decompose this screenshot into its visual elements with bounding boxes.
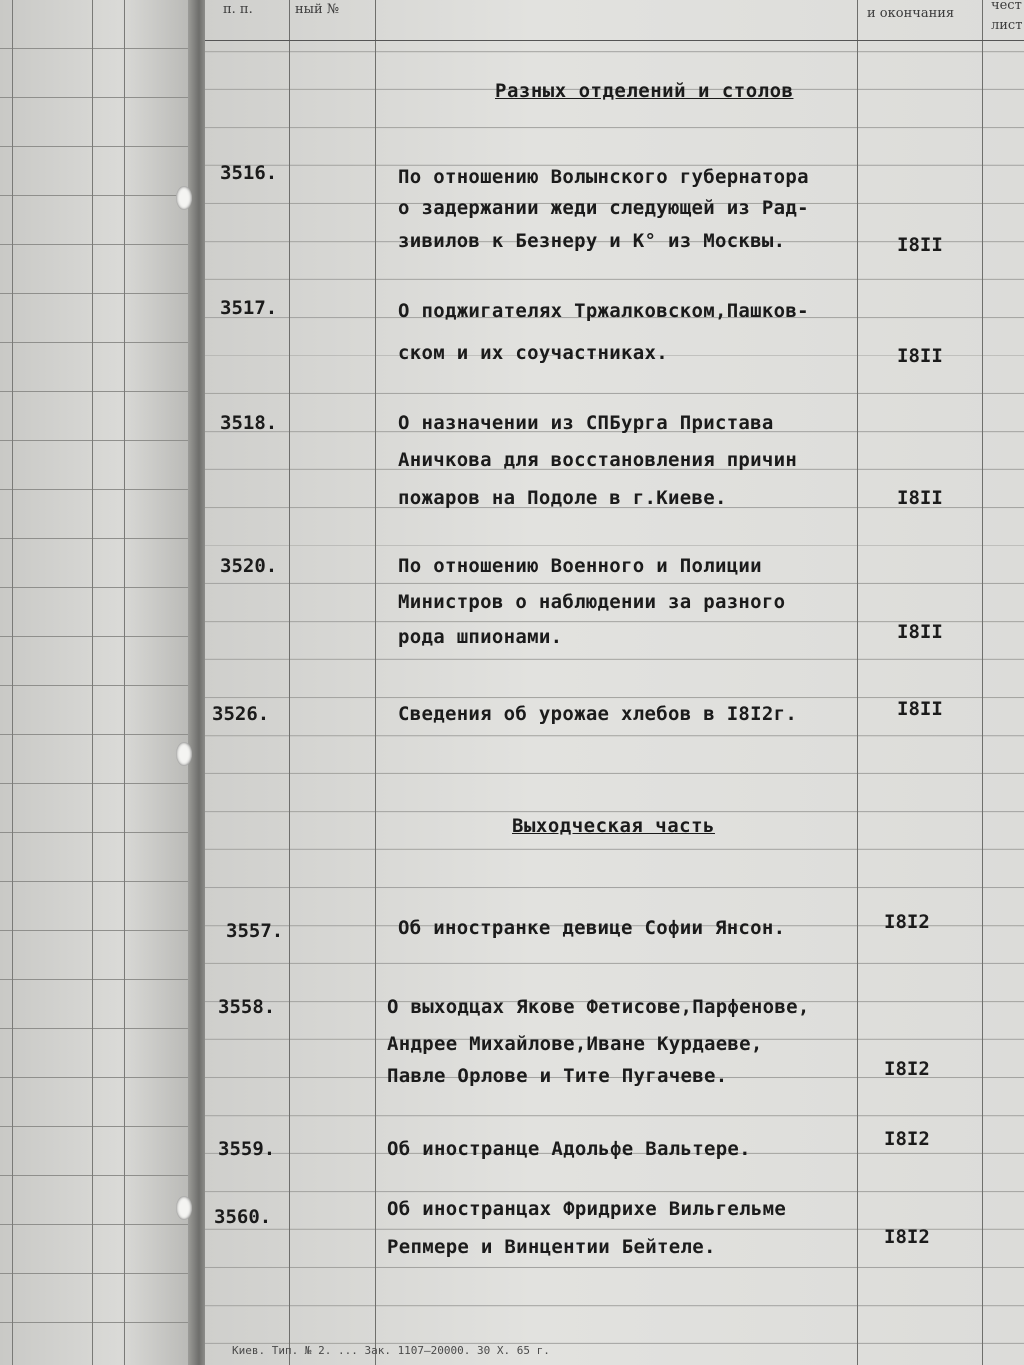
entry-text-line: зивилов к Безнеру и К° из Москвы. xyxy=(398,230,786,252)
binding-hole xyxy=(176,742,192,766)
section-title: Разных отделений и столов xyxy=(495,80,794,102)
entry-year: I8I2 xyxy=(884,1058,930,1080)
column-rule xyxy=(375,0,376,1365)
header-col-sheets: чест xyxy=(991,0,1022,13)
left-page-rule xyxy=(92,0,93,1365)
entry-number: 3526. xyxy=(212,703,270,725)
entry-year: I8I2 xyxy=(884,1226,930,1248)
section-title: Выходческая часть xyxy=(512,815,715,837)
entry-number: 3520. xyxy=(220,555,278,577)
entry-text-line: О выходцах Якове Фетисове,Парфенове, xyxy=(387,996,810,1018)
entry-number: 3559. xyxy=(218,1138,276,1160)
header-col-inventory: ный № xyxy=(295,2,340,17)
header-rule xyxy=(205,40,1024,41)
entry-year: I8II xyxy=(897,487,943,509)
binding-hole xyxy=(176,186,192,210)
header-col-number: п. п. xyxy=(223,2,253,17)
left-page-rule xyxy=(12,0,13,1365)
header-col-sheets: лист xyxy=(991,18,1023,33)
entry-text-line: ском и их соучастниках. xyxy=(398,342,668,364)
left-page-rule xyxy=(124,0,125,1365)
entry-text-line: Аничкова для восстановления причин xyxy=(398,449,798,471)
entry-number: 3558. xyxy=(218,996,276,1018)
entry-text-line: Андрее Михайлове,Иване Курдаеве, xyxy=(387,1033,763,1055)
entry-text-line: Министров о наблюдении за разного xyxy=(398,591,786,613)
entry-year: I8I2 xyxy=(884,911,930,933)
column-rule xyxy=(982,0,983,1365)
header-col-dates: и окончания xyxy=(867,6,955,21)
entry-text-line: о задержании жеди следующей из Рад- xyxy=(398,197,809,219)
column-rule xyxy=(857,0,858,1365)
entry-number: 3557. xyxy=(226,920,284,942)
column-rule xyxy=(289,0,290,1365)
entry-number: 3518. xyxy=(220,412,278,434)
entry-text-line: Об иностранцах Фридрихе Вильгельме xyxy=(387,1198,787,1220)
entry-number: 3516. xyxy=(220,162,278,184)
entry-year: I8II xyxy=(897,621,943,643)
print-footer: Киев. Тип. № 2. ... Зак. 1107—20000. 30 X. 65 г. xyxy=(232,1344,550,1357)
entry-text-line: По отношению Военного и Полиции xyxy=(398,555,762,577)
entry-year: I8I2 xyxy=(884,1128,930,1150)
entry-text-line: По отношению Волынского губернатора xyxy=(398,166,809,188)
entry-text-line: Об иностранце Адольфе Вальтере. xyxy=(387,1138,751,1160)
entry-number: 3517. xyxy=(220,297,278,319)
entry-year: I8II xyxy=(897,345,943,367)
entry-text-line: О поджигателях Тржалковском,Пашков- xyxy=(398,300,809,322)
entry-text-line: рода шпионами. xyxy=(398,626,563,648)
left-page xyxy=(0,0,200,1365)
entry-text-line: Репмере и Винцентии Бейтеле. xyxy=(387,1236,716,1258)
entry-text-line: О назначении из СПБурга Пристава xyxy=(398,412,774,434)
entry-number: 3560. xyxy=(214,1206,272,1228)
entry-text-line: пожаров на Подоле в г.Киеве. xyxy=(398,487,727,509)
entry-year: I8II xyxy=(897,698,943,720)
entry-text-line: Павле Орлове и Тите Пугачеве. xyxy=(387,1065,728,1087)
entry-text-line: Об иностранке девице Софии Янсон. xyxy=(398,917,786,939)
entry-text-line: Сведения об урожае хлебов в I8I2г. xyxy=(398,703,798,725)
binding-hole xyxy=(176,1196,192,1220)
entry-year: I8II xyxy=(897,234,943,256)
